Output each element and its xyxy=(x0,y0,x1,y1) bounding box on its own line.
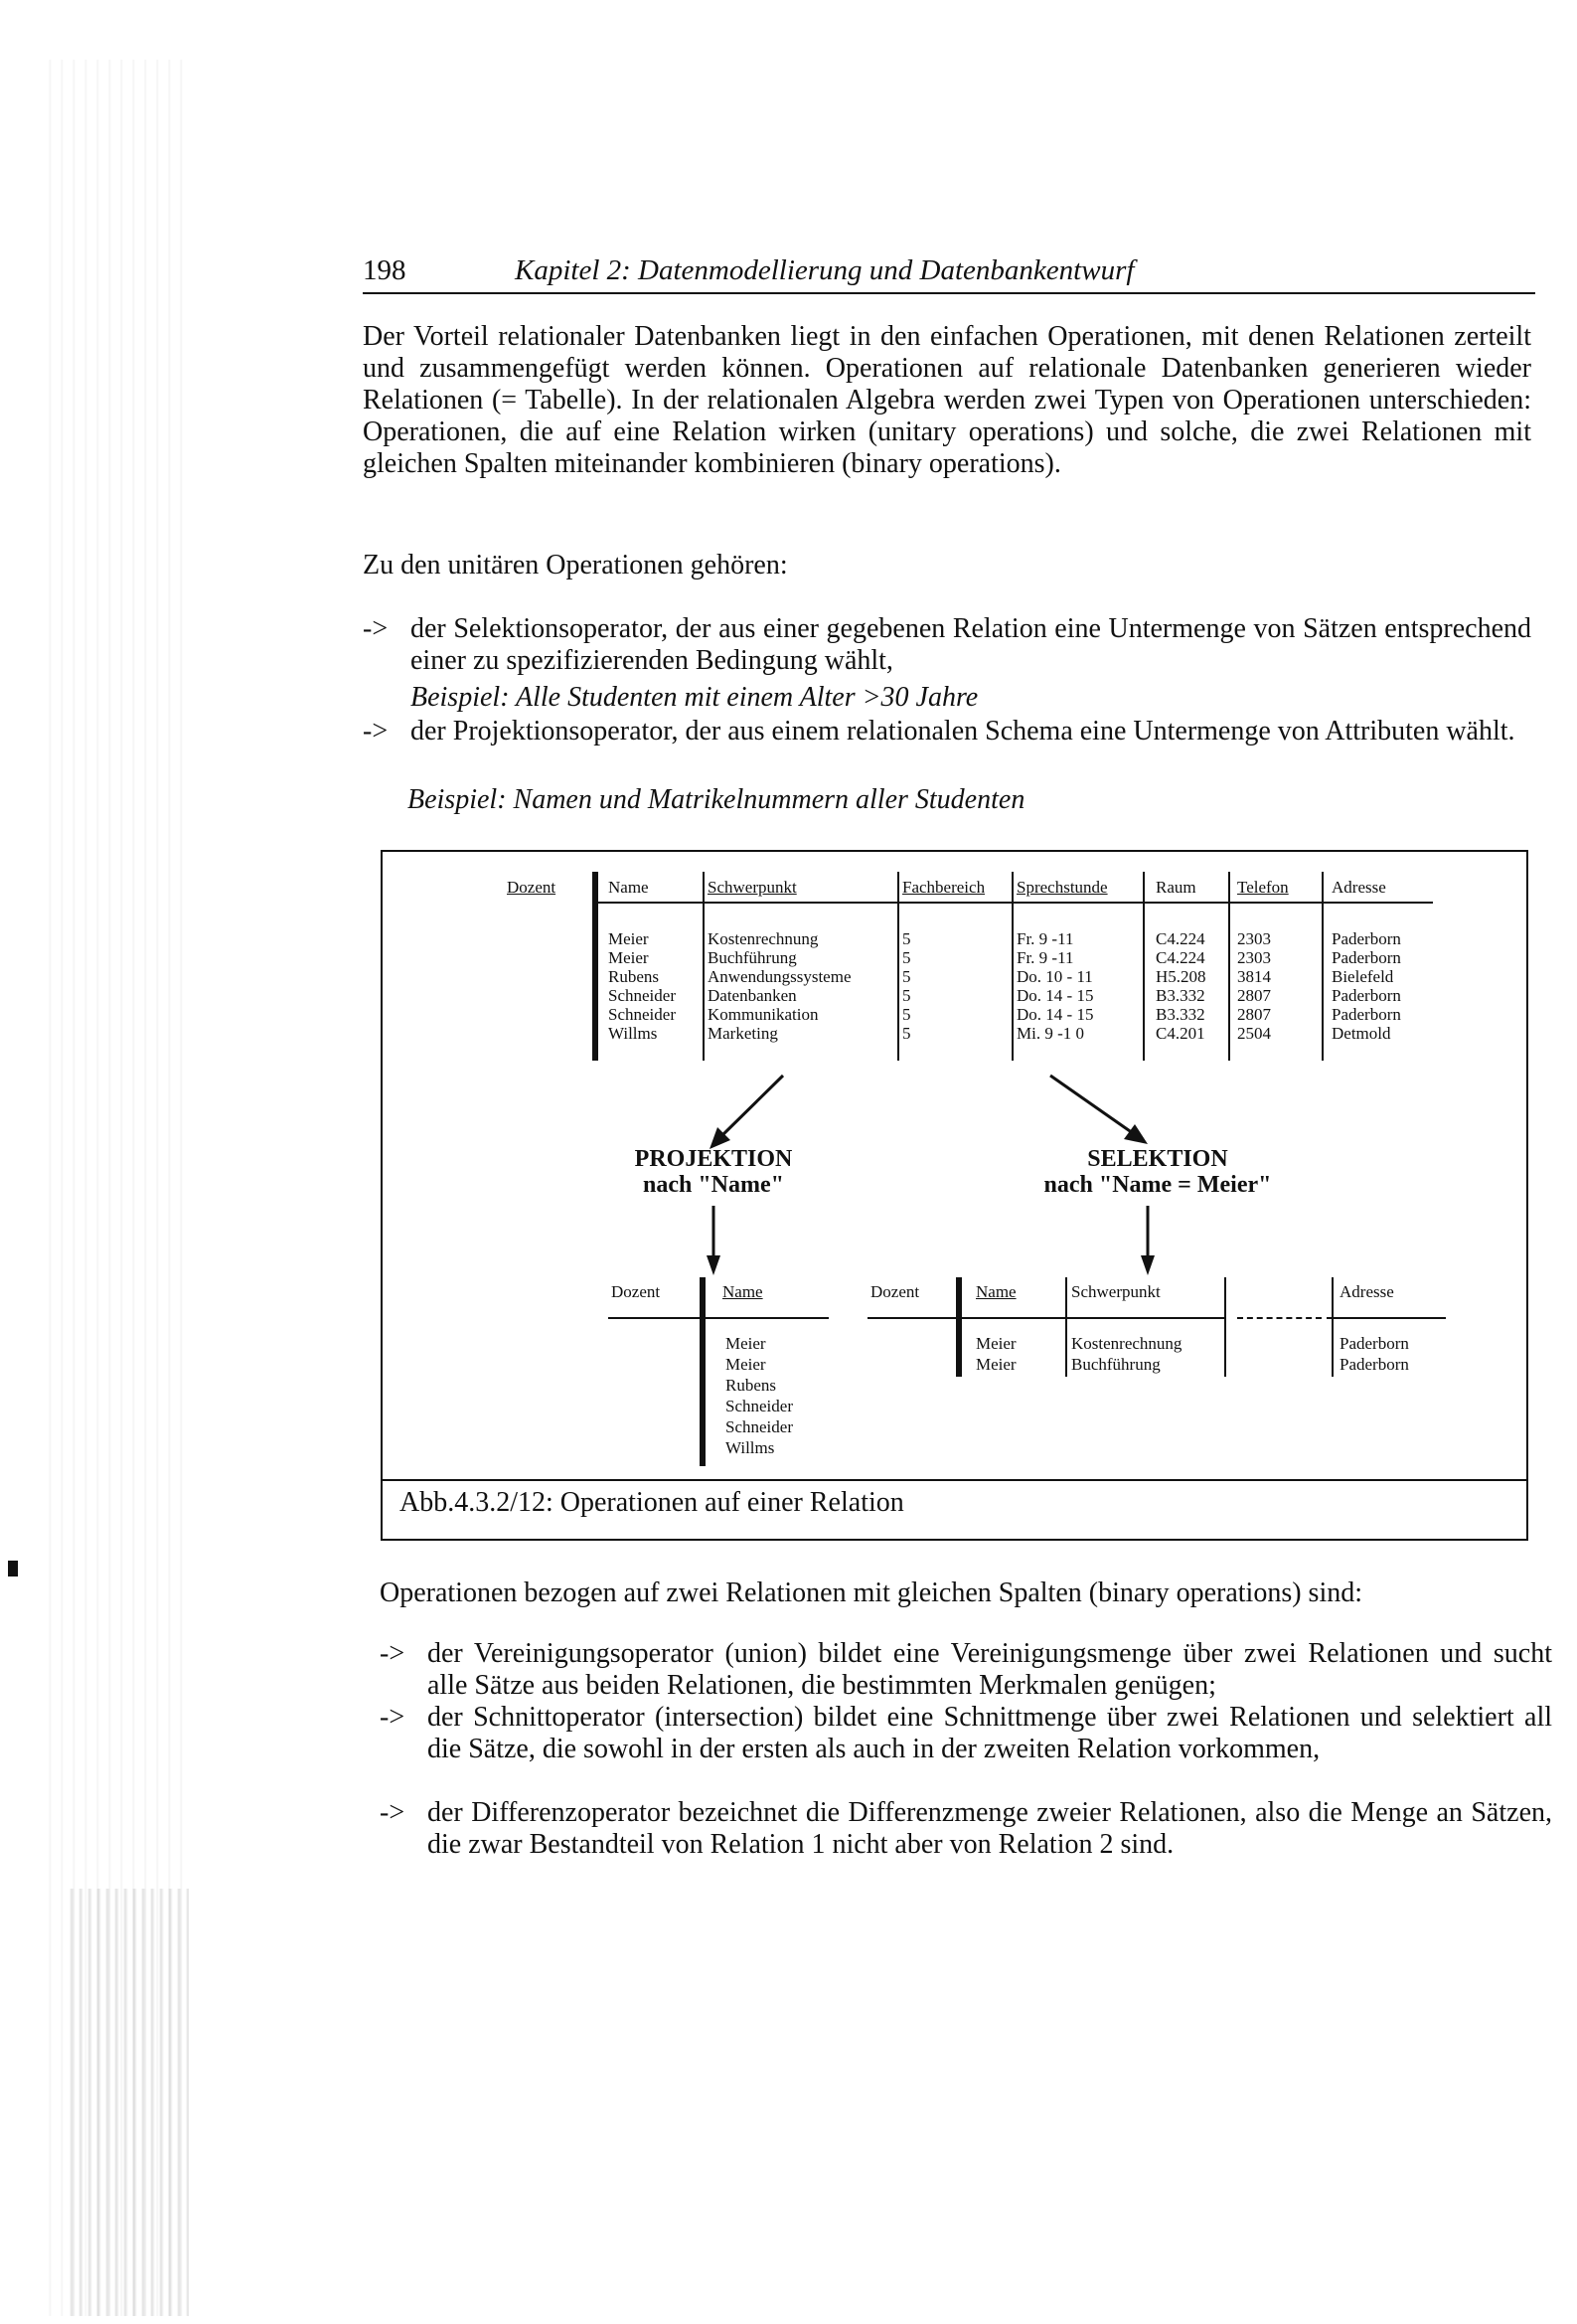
proj-header-name: Name xyxy=(722,1282,763,1301)
unary-heading: Zu den unitären Operationen gehören: xyxy=(363,550,788,581)
sel-header-rule-end xyxy=(1327,1317,1446,1319)
sel-col-divider xyxy=(1224,1277,1226,1377)
sel-header-dozent: Dozent xyxy=(870,1282,920,1301)
col-header-telefon: Telefon xyxy=(1237,878,1289,897)
sel-col-divider xyxy=(1065,1277,1067,1377)
proj-cell-name: Meier xyxy=(725,1334,766,1353)
cell-raum: B3.332 xyxy=(1156,986,1205,1005)
selection-title: SELEKTION xyxy=(1087,1146,1228,1172)
projection-down-arrow-head xyxy=(707,1255,720,1275)
caption-separator xyxy=(381,1479,1528,1481)
cell-telefon: 2504 xyxy=(1237,1024,1271,1043)
cell-sprechstunde: Mi. 9 -1 0 xyxy=(1017,1024,1084,1043)
projection-arrow xyxy=(722,1076,783,1135)
cell-fachbereich: 5 xyxy=(902,986,911,1005)
cell-adresse: Paderborn xyxy=(1332,986,1401,1005)
proj-cell-name: Schneider xyxy=(725,1417,793,1436)
intro-paragraph: Der Vorteil relationaler Datenbanken liegt in den einfachen Operationen, mit denen Relationen zerteilt und zusammengefügt werden können. Operationen auf relationale Datenbanken generieren wieder Relationen (= Tabelle). In der relationalen Algebra werden zwei Typen von Operationen unterschieden: Operationen, die auf eine Relation wirken (unitary operations) und solche, die zwei Relationen mit gleichen Spalten miteinander kombinieren (binary operations). xyxy=(363,321,1531,479)
cell-adresse: Detmold xyxy=(1332,1024,1391,1043)
binary-item-text: der Vereinigungsoperator (union) bildet eine Vereinigungsmenge über zwei Relationen und sucht alle Sätze aus beiden Relationen, die bestimmten Merkmalen genügen; xyxy=(427,1638,1552,1701)
cell-schwerpunkt: Buchführung xyxy=(708,948,797,967)
projection-label xyxy=(564,1146,863,1198)
unary-item-example: Beispiel: Namen und Matrikelnummern aller Studenten xyxy=(407,784,1025,815)
binary-item-difference xyxy=(380,1797,1552,1867)
sel-cell-adresse: Paderborn xyxy=(1340,1334,1409,1353)
selection-down-arrow-head xyxy=(1141,1255,1155,1275)
chapter-title: Kapitel 2: Datenmodellierung und Datenbankentwurf xyxy=(515,254,1135,286)
cell-name: Schneider xyxy=(608,1005,676,1024)
cell-schwerpunkt: Anwendungssysteme xyxy=(708,967,852,986)
sel-header-adresse: Adresse xyxy=(1340,1282,1394,1301)
scan-edge-shadow-lower xyxy=(70,1889,189,2316)
unary-item-text: der Selektionsoperator, der aus einer gegebenen Relation eine Untermenge von Sätzen entsprechend einer zu spezifizierenden Bedingung wählt, xyxy=(410,613,1531,676)
projection-subtitle: nach "Name" xyxy=(643,1172,784,1198)
bullet-arrow: -> xyxy=(380,1638,405,1669)
sel-cell-schwerpunkt: Buchführung xyxy=(1071,1355,1161,1374)
bullet-arrow: -> xyxy=(380,1797,405,1828)
sel-separator xyxy=(956,1277,962,1377)
sel-cell-schwerpunkt: Kostenrechnung xyxy=(1071,1334,1183,1353)
cell-schwerpunkt: Kostenrechnung xyxy=(708,929,819,948)
binary-item-text: der Schnittoperator (intersection) bildet eine Schnittmenge über zwei Relationen und selektiert all die Sätze, die sowohl in der ersten als auch in der zweiten Relation vorkommen, xyxy=(427,1702,1552,1764)
sel-col-divider xyxy=(1332,1277,1334,1377)
cell-schwerpunkt: Marketing xyxy=(708,1024,778,1043)
proj-header-dozent: Dozent xyxy=(611,1282,661,1301)
proj-header-rule xyxy=(608,1317,829,1319)
unary-item-example: Beispiel: Alle Studenten mit einem Alter >30 Jahre xyxy=(410,682,979,713)
cell-adresse: Paderborn xyxy=(1332,929,1401,948)
sel-cell-name: Meier xyxy=(976,1355,1017,1374)
col-header-adresse: Adresse xyxy=(1332,878,1386,897)
cell-telefon: 3814 xyxy=(1237,967,1271,986)
cell-fachbereich: 5 xyxy=(902,1024,911,1043)
bullet-arrow: -> xyxy=(380,1702,405,1733)
proj-cell-name: Meier xyxy=(725,1355,766,1374)
col-header-fachbereich: Fachbereich xyxy=(902,878,986,897)
cell-name: Meier xyxy=(608,948,649,967)
col-header-sprechstunde: Sprechstunde xyxy=(1017,878,1108,897)
cell-schwerpunkt: Datenbanken xyxy=(708,986,797,1005)
figure-caption: Abb.4.3.2/12: Operationen auf einer Relation xyxy=(399,1487,904,1518)
selection-label xyxy=(999,1146,1317,1198)
proj-cell-name: Schneider xyxy=(725,1397,793,1415)
cell-telefon: 2303 xyxy=(1237,948,1271,967)
cell-sprechstunde: Fr. 9 -11 xyxy=(1017,948,1074,967)
cell-adresse: Bielefeld xyxy=(1332,967,1394,986)
cell-adresse: Paderborn xyxy=(1332,948,1401,967)
cell-adresse: Paderborn xyxy=(1332,1005,1401,1024)
proj-cell-name: Rubens xyxy=(725,1376,776,1395)
cell-name: Schneider xyxy=(608,986,676,1005)
cell-sprechstunde: Fr. 9 -11 xyxy=(1017,929,1074,948)
scan-mark xyxy=(8,1561,18,1577)
cell-sprechstunde: Do. 14 - 15 xyxy=(1017,1005,1094,1024)
cell-name: Meier xyxy=(608,929,649,948)
sel-cell-name: Meier xyxy=(976,1334,1017,1353)
sel-header-rule xyxy=(867,1317,1225,1319)
selection-arrow xyxy=(1050,1076,1133,1133)
col-header-schwerpunkt: Schwerpunkt xyxy=(708,878,797,897)
cell-telefon: 2807 xyxy=(1237,1005,1271,1024)
selection-subtitle: nach "Name = Meier" xyxy=(1043,1172,1272,1198)
col-header-name: Name xyxy=(608,878,649,897)
cell-raum: C4.201 xyxy=(1156,1024,1205,1043)
cell-raum: H5.208 xyxy=(1156,967,1206,986)
page-number: 198 xyxy=(363,254,406,286)
cell-name: Rubens xyxy=(608,967,659,986)
sel-header-name: Name xyxy=(976,1282,1017,1301)
proj-separator xyxy=(700,1277,706,1466)
binary-item-union xyxy=(380,1638,1552,1708)
bullet-arrow: -> xyxy=(363,716,389,747)
col-header-dozent: Dozent xyxy=(507,878,556,897)
cell-fachbereich: 5 xyxy=(902,1005,911,1024)
cell-raum: C4.224 xyxy=(1156,948,1205,967)
cell-fachbereich: 5 xyxy=(902,929,911,948)
sel-header-rule-dashed xyxy=(1237,1317,1322,1319)
cell-fachbereich: 5 xyxy=(902,948,911,967)
cell-sprechstunde: Do. 14 - 15 xyxy=(1017,986,1094,1005)
cell-fachbereich: 5 xyxy=(902,967,911,986)
sel-cell-adresse: Paderborn xyxy=(1340,1355,1409,1374)
binary-item-intersection xyxy=(380,1702,1552,1801)
cell-telefon: 2807 xyxy=(1237,986,1271,1005)
cell-schwerpunkt: Kommunikation xyxy=(708,1005,819,1024)
cell-name: Willms xyxy=(608,1024,658,1043)
bullet-arrow: -> xyxy=(363,613,389,644)
sel-header-schwerpunkt: Schwerpunkt xyxy=(1071,1282,1161,1301)
col-header-raum: Raum xyxy=(1156,878,1196,897)
cell-sprechstunde: Do. 10 - 11 xyxy=(1017,967,1093,986)
cell-raum: B3.332 xyxy=(1156,1005,1205,1024)
selection-arrow-head xyxy=(1124,1124,1148,1144)
cell-raum: C4.224 xyxy=(1156,929,1205,948)
cell-telefon: 2303 xyxy=(1237,929,1271,948)
binary-heading: Operationen bezogen auf zwei Relationen mit gleichen Spalten (binary operations) sind: xyxy=(380,1577,1363,1608)
unary-item-text: der Projektionsoperator, der aus einem relationalen Schema eine Untermenge von Attributen wählt. xyxy=(410,716,1515,747)
binary-item-text: der Differenzoperator bezeichnet die Differenzmenge zweier Relationen, also die Menge an Sätzen, die zwar Bestandteil von Relation 1 nicht aber von Relation 2 sind. xyxy=(427,1797,1552,1860)
projection-title: PROJEKTION xyxy=(634,1146,793,1172)
proj-cell-name: Willms xyxy=(725,1438,775,1457)
